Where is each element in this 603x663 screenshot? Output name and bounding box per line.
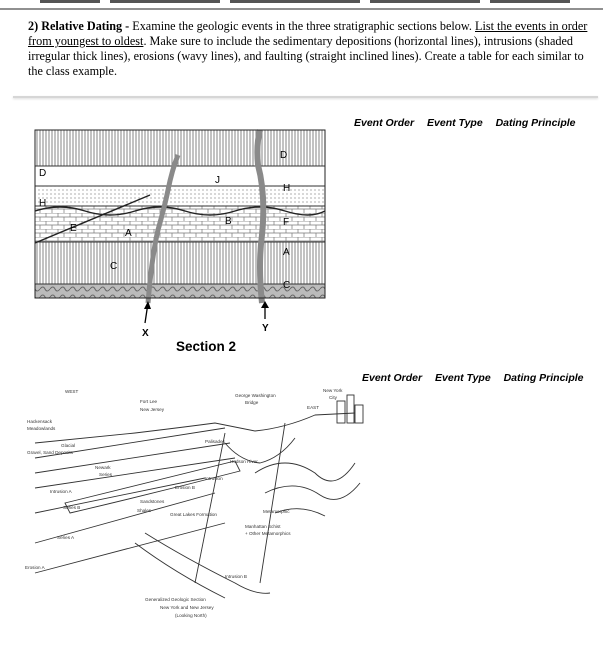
s2-label-west: WEST: [65, 389, 79, 394]
s2-label-series-a: Series A: [57, 535, 75, 540]
s2-label-hudson: Hudson River: [230, 459, 258, 464]
s2-label-intrusion: Intrusion: [205, 476, 223, 481]
s1-label-d-right: D: [280, 150, 288, 161]
s1-label-j: J: [215, 175, 220, 186]
question-sep: -: [122, 19, 133, 33]
table-headers-2: [362, 372, 594, 384]
divider: [13, 96, 598, 98]
s1-label-d-left: D: [39, 168, 47, 179]
s2-label-sandstones: Sandstones: [140, 499, 165, 504]
s1-label-c-right: C: [283, 280, 291, 291]
s2-label-east: EAST: [307, 405, 319, 410]
previous-text-fragment: [0, 0, 603, 10]
s2-label-metamorphic: Metamorphic: [263, 509, 290, 514]
s2-label-erosion-a: Erosion A: [25, 565, 45, 570]
s2-label-series: Series: [99, 472, 113, 477]
header-event-type-2: Event Type: [435, 372, 491, 384]
question-title: Relative Dating: [41, 19, 123, 33]
s1-label-b: B: [225, 216, 232, 227]
question-text-b: . Make sure to include the sedimentary depositions (horizontal lines), intrusions (shaded irregular thick lines), erosions (wavy lines), and faulting (straight inclined lines). Create a table for each similar to the class example.: [28, 34, 584, 78]
s1-label-a-left: A: [125, 228, 132, 239]
question-number: 2): [28, 19, 39, 33]
s2-label-palisades: Palisades: [205, 439, 225, 444]
s1-label-e: E: [70, 223, 77, 234]
question-text-a: Examine the geologic events in the three stratigraphic sections below.: [132, 19, 475, 33]
stratigraphic-section-1: [30, 125, 330, 340]
s1-label-a-right: A: [283, 247, 290, 258]
s1-label-y: Y: [262, 323, 269, 334]
table-headers-1: [354, 117, 586, 129]
section-2-title: Section 2: [176, 339, 237, 354]
s2-label-looking-north: (Looking North): [175, 613, 207, 618]
s2-label-new-york: New York: [323, 388, 343, 393]
s2-label-great-lakes: Great Lakes Formation: [170, 512, 217, 517]
header-dating-principle-1: Dating Principle: [495, 117, 576, 129]
stratigraphic-section-2-sketch: [25, 383, 370, 638]
question-underlined: List the events in order from youngest to oldest: [28, 19, 588, 48]
s2-label-glacial: Glacial: [61, 443, 76, 448]
s2-label-shales: Shales: [137, 508, 152, 513]
header-event-order-1: Event Order: [354, 117, 415, 129]
s2-label-intrusion-a: Intrusion A: [50, 489, 72, 494]
s1-label-f: F: [283, 217, 290, 228]
s2-label-intrusion-b: Intrusion B: [225, 574, 247, 579]
s2-label-gw: George Washington: [235, 393, 276, 398]
s2-label-meadowlands: Meadowlands: [27, 426, 56, 431]
s2-label-erosion-b: Erosion B: [175, 485, 195, 490]
s2-label-new-jersey: New Jersey: [140, 407, 164, 412]
s2-label-manhattan: Manhattan Schist: [245, 524, 281, 529]
s2-label-gen-section: Generalized Geologic Section: [145, 597, 206, 602]
s2-label-series-b: Series B: [63, 505, 81, 510]
s2-label-city: City: [329, 395, 337, 400]
s2-label-gravel: Gravel, Sand Deposits: [27, 450, 73, 455]
header-event-order-2: Event Order: [362, 372, 423, 384]
s1-label-h-right: H: [283, 183, 291, 194]
s2-label-newark: Newark: [95, 465, 111, 470]
header-dating-principle-2: Dating Principle: [503, 372, 584, 384]
s1-label-c-left: C: [110, 261, 118, 272]
s2-label-fort-lee: Fort Lee: [140, 399, 158, 404]
s1-label-x: X: [142, 328, 149, 339]
s2-label-other-meta: + Other Metamorphics: [245, 531, 291, 536]
s1-label-h-left: H: [39, 198, 47, 209]
header-event-type-1: Event Type: [427, 117, 483, 129]
s2-label-hackensack: Hackensack: [27, 419, 53, 424]
s2-label-ny-nj: New York and New Jersey: [160, 605, 214, 610]
question-text: [28, 19, 588, 79]
s2-label-bridge: Bridge: [245, 400, 259, 405]
